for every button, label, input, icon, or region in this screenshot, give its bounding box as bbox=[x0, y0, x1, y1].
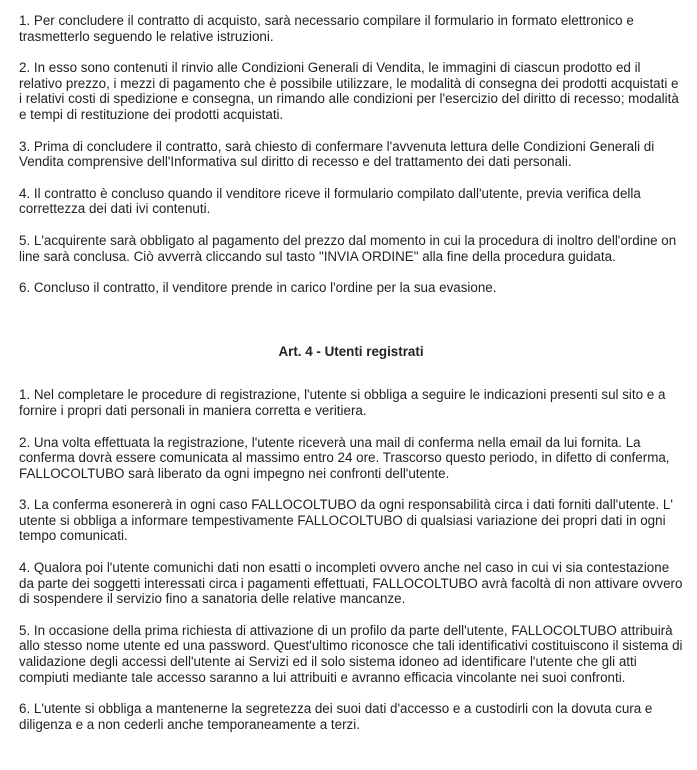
paragraph: 3. La conferma esonererà in ogni caso FALLOCOLTUBO da ogni responsabilità circa i dati forniti dall'utente. L' utente si obbliga a informare tempestivamente FALLOCOLTUBO di qualsiasi variazione dei propri dati in ogni tempo comunicati. bbox=[19, 497, 673, 544]
paragraph: 2. Una volta effettuata la registrazione, l'utente riceverà una mail di conferma nella email da lui fornita. La conferma dovrà essere comunicata al massimo entro 24 ore. Trascorso questo periodo, in difetto di conferma, FALLOCOLTUBO sarà liberato da ogni impegno nei confronti dell'utente. bbox=[19, 434, 670, 481]
paragraph: 6. Concluso il contratto, il venditore prende in carico l'ordine per la sua evasione. bbox=[19, 280, 497, 296]
article-4-heading: Art. 4 - Utenti registrati bbox=[278, 343, 424, 359]
paragraph: 5. In occasione della prima richiesta di attivazione di un profilo da parte dell'utente, FALLOCOLTUBO attribuirà allo stesso nome utente ed una password. Quest'ultimo riconosce che tali identificativi costituiscono il sistema di validazione degli accessi dell'utente ai Servizi ed il solo sistema idoneo ad identificare l'utente che gli atti compiuti mediante tale accesso saranno a lui attribuiti e avranno efficacia vincolante nei suoi confronti. bbox=[19, 622, 683, 685]
paragraph: 2. In esso sono contenuti il rinvio alle Condizioni Generali di Vendita, le immagini di ciascun prodotto ed il relativo prezzo, i mezzi di pagamento che è possibile utilizzare, le modalità di consegna dei prodotti acquistati e i relativi costi di spedizione e consegna, un rimando alle condizioni per l'esercizio del diritto di recesso; modalità e tempi di restituzione dei prodotti acquistati. bbox=[19, 60, 679, 122]
paragraph: 6. L'utente si obbliga a mantenerne la segretezza dei suoi dati d'accesso e a custodirli con la dovuta cura e diligenza e a non cederli anche temporaneamente a terzi. bbox=[19, 701, 653, 732]
paragraph: 4. Il contratto è concluso quando il venditore riceve il formulario compilato dall'utente, previa verifica della correttezza dei dati ivi contenuti. bbox=[19, 185, 641, 217]
paragraph: 5. L'acquirente sarà obbligato al pagamento del prezzo dal momento in cui la procedura di inoltro dell'ordine on line sarà conclusa. Ciò avverrà cliccando sul tasto "INVIA ORDINE" alla fine della procedura guidata. bbox=[19, 232, 677, 264]
paragraph: 1. Per concludere il contratto di acquisto, sarà necessario compilare il formulario in formato elettronico e trasmetterlo seguendo le relative istruzioni. bbox=[19, 13, 634, 44]
section-ordering bbox=[19, 13, 683, 296]
paragraph: 4. Qualora poi l'utente comunichi dati non esatti o incompleti ovvero anche nel caso in cui vi sia contestazione da parte dei soggetti interessati circa i pagamenti effettuati, FALLOCOLTUBO avrà facoltà di non attivare ovvero di sospendere il servizio fino a sanatoria delle relative mancanze. bbox=[19, 560, 683, 607]
paragraph: 1. Nel completare le procedure di registrazione, l'utente si obbliga a seguire le indicazioni presenti sul sito e a fornire i propri dati personali in maniera corretta e veritiera. bbox=[19, 387, 666, 418]
paragraph: 3. Prima di concludere il contratto, sarà chiesto di confermare l'avvenuta lettura delle Condizioni Generali di Vendita comprensive dell'Informativa sul diritto di recesso e del trattamento dei dati personali. bbox=[19, 138, 655, 170]
section-registered-users bbox=[19, 387, 683, 732]
